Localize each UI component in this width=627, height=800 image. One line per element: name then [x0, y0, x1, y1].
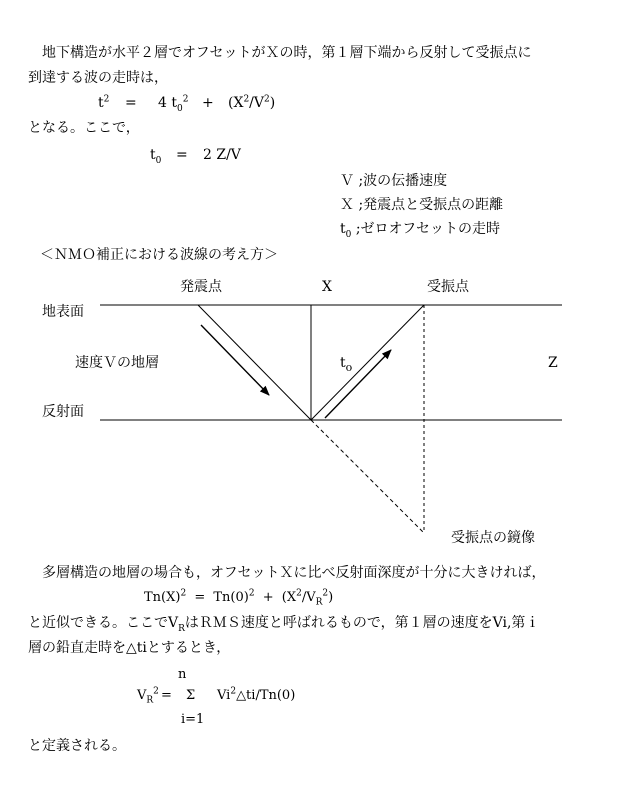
def-v: Ｖ ;波の伝播速度 [340, 173, 448, 189]
label-reflector: 反射面 [42, 404, 84, 420]
mirror-ray [311, 420, 424, 533]
sum-equals: = [161, 688, 172, 703]
def-t0: $t_0$ ;ゼロオフセットの走時 [340, 221, 500, 240]
para1-line2: 到達する波の走時は， [28, 70, 168, 86]
label-z: Z [548, 355, 558, 371]
eq1-term-b: (X [228, 95, 244, 111]
def-x: Ｘ ;発震点と受振点の距離 [340, 197, 504, 213]
figure-title: ＜ＮＭＯ補正における波線の考え方＞ [40, 247, 278, 263]
eq1-lhs: t [98, 95, 104, 111]
label-surface: 地表面 [42, 304, 84, 320]
eq2-rhs: 2 Z/V [203, 147, 241, 163]
sum-lower-i: i=1 [181, 712, 205, 727]
para2-line1: 多層構造の地層の場合も，オフセットＸに比べ反射面深度が十分に大きければ， [28, 565, 546, 581]
reflected-ray [311, 305, 424, 420]
down-arrow [201, 325, 269, 395]
label-layer: 速度Ｖの地層 [75, 355, 159, 371]
label-receiver-mirror: 受振点の鏡像 [451, 530, 535, 546]
eq2-equals: = [176, 147, 188, 163]
equation-tn-x: $Tn(X)^2 = Tn(0)^2 + (X^2/V_R^2)$ [144, 588, 334, 608]
para2-line3: 層の鉛直走時を△tiとするとき， [28, 640, 231, 656]
para1-line1: 地下構造が水平２層でオフセットがＸの時，第１層下端から反射して受振点に [28, 45, 532, 61]
sum-upper-n: n [178, 667, 187, 682]
label-t0: $t_o$ [340, 355, 353, 374]
para1-line3: となる。ここで， [28, 120, 140, 136]
para2-line4: と定義される。 [28, 738, 126, 754]
eq1-term-a: 4 t [158, 95, 177, 111]
incident-ray [198, 305, 311, 420]
eq1-plus: + [202, 95, 214, 111]
eq1-equals: = [125, 95, 137, 111]
eq2-t: t [150, 147, 156, 163]
para2-line2: と近似できる。ここで$V_R$はＲＭＳ速度と呼ばれるもので，第１層の速度をVi,第ｉ [28, 615, 540, 634]
label-x: X [322, 279, 332, 295]
label-source: 発震点 [180, 279, 222, 295]
label-receiver: 受振点 [427, 279, 469, 295]
up-arrow [325, 350, 391, 418]
sigma-symbol: Σ [186, 688, 196, 703]
